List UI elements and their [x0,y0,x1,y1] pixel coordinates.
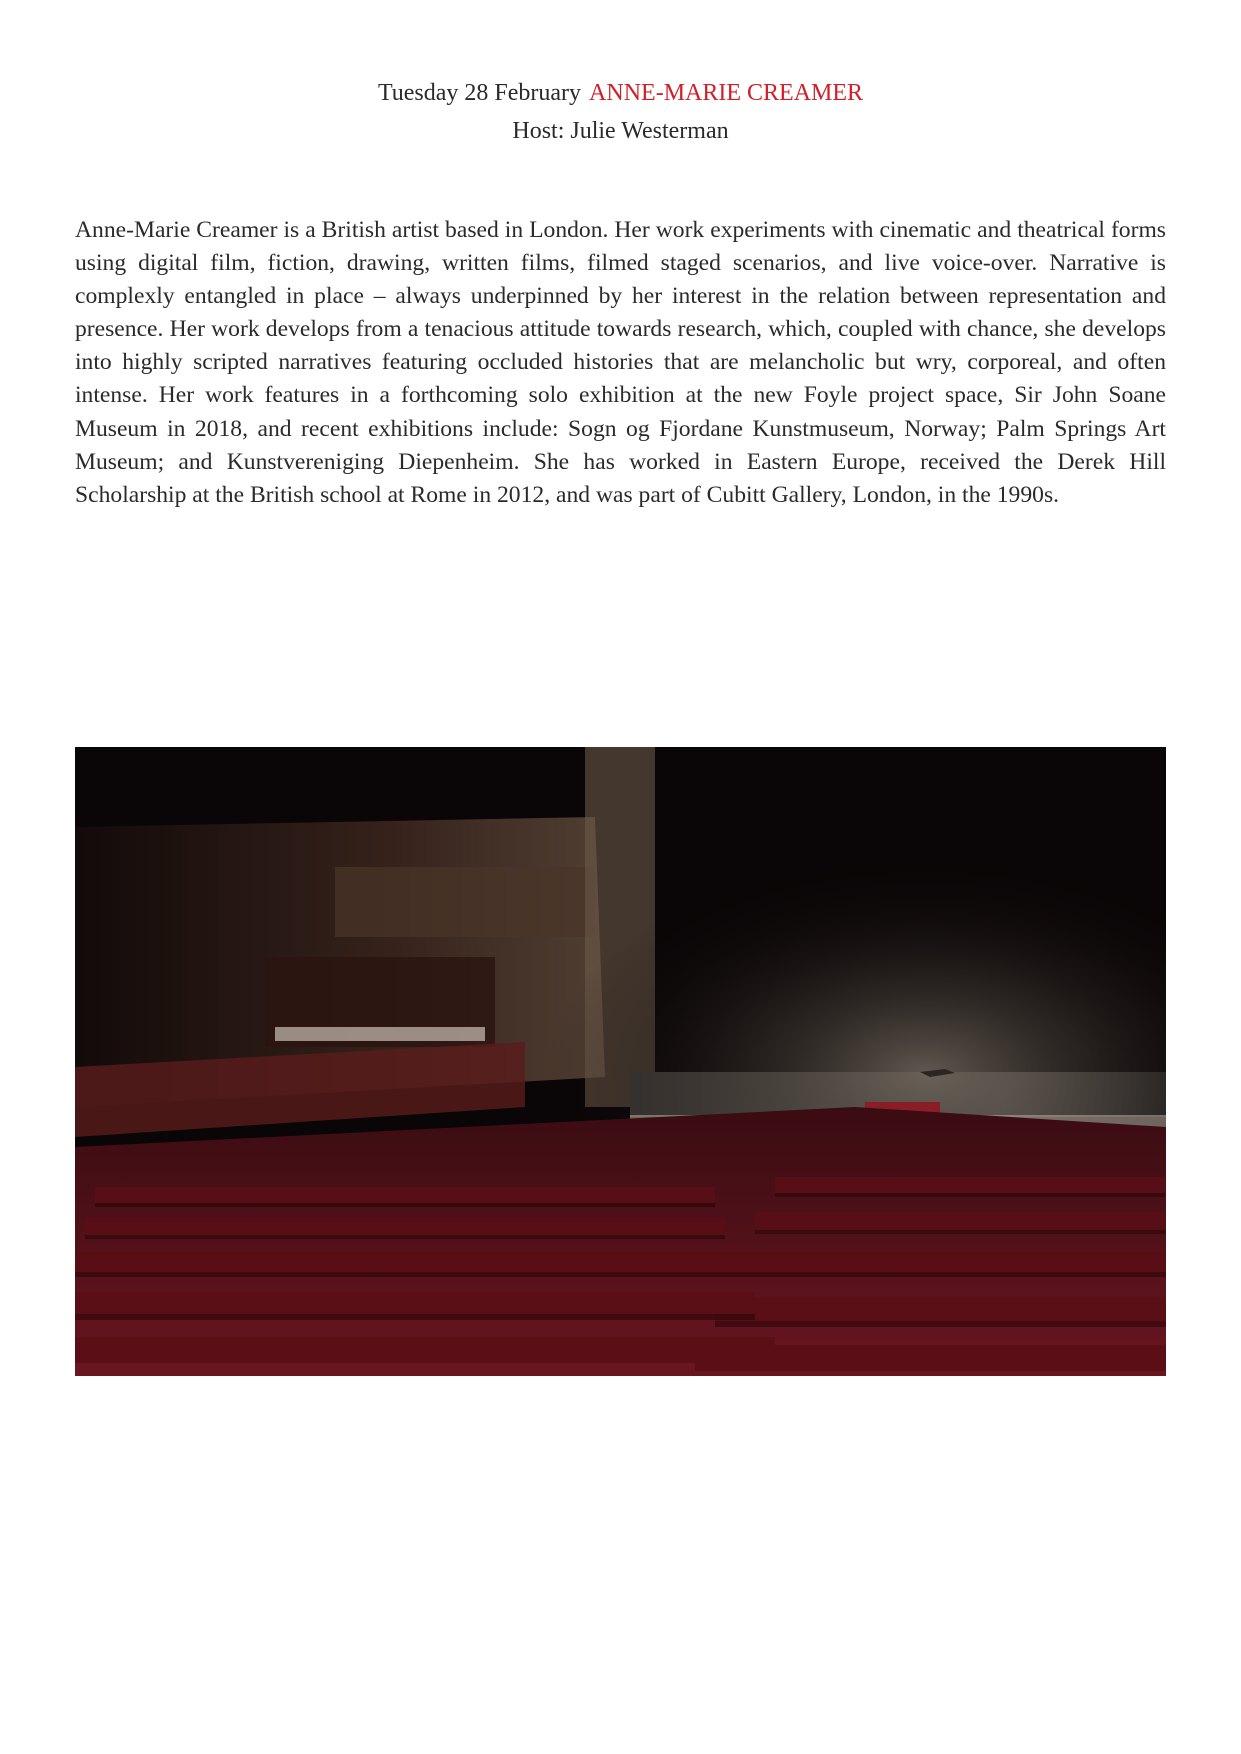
event-header [0,74,1241,150]
event-title-line [0,74,1241,112]
event-date: Tuesday 28 February [377,80,582,106]
theatre-photo [75,747,1166,1376]
artist-bio: Anne-Marie Creamer is a British artist based in London. Her work experiments with cinematic and theatrical forms using digital film, fiction, drawing, written films, filmed staged scenarios, and live voice-over. Narrative is complexly entangled in place – always underpinned by her interest in the relation between representation and presence. Her work develops from a tenacious attitude towards research, which, coupled with chance, she develops into highly scripted narratives featuring occluded histories that are melancholic but wry, corporeal, and often intense. Her work features in a forthcoming solo exhibition at the new Foyle project space, Sir John Soane Museum in 2018, and recent exhibitions include: Sogn og Fjordane Kunstmuseum, Norway; Palm Springs Art Museum; and Kunstvereniging Diepenheim. She has worked in Eastern Europe, received the Derek Hill Scholarship at the British school at Rome in 2012, and was part of Cubitt Gallery, London, in the 1990s. [75,217,1166,508]
artist-name: ANNE-MARIE CREAMER [589,80,864,106]
host-line: Host: Julie Westerman [512,118,729,144]
